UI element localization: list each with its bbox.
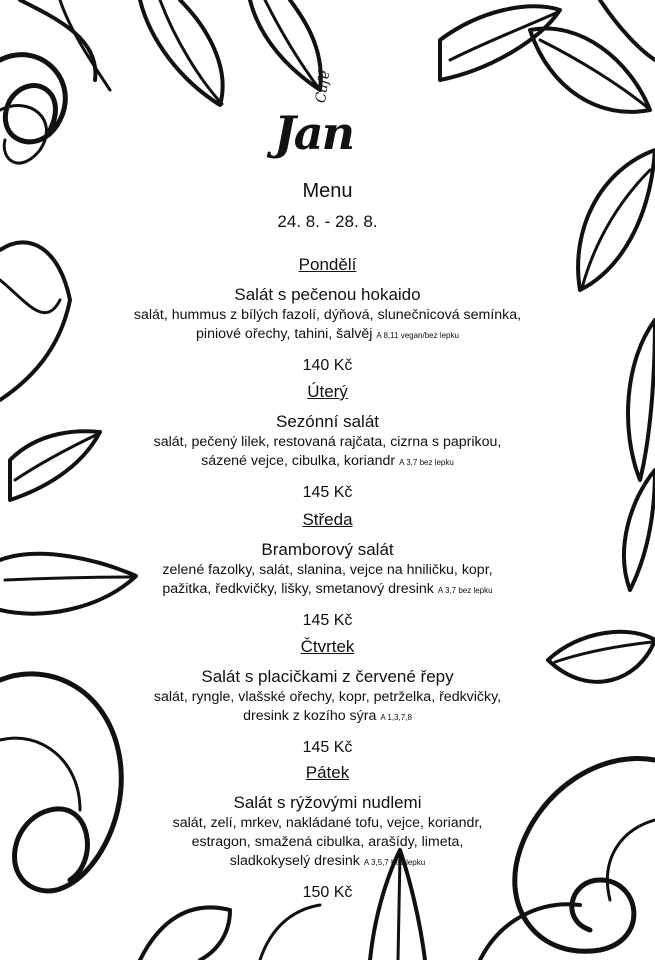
dish-description: salát, pečený lilek, restovaná rajčata, cizrna s paprikou, sázené vejce, cibulka, koriandr A 3,7 bez lepku [153, 434, 502, 469]
day-tuesday [150, 381, 505, 504]
menu-dates: 24. 8. - 28. 8. [277, 212, 378, 231]
logo-prefix: Café [313, 69, 334, 105]
menu-title: Menu [302, 180, 353, 202]
dish-name: Salát s pečenou hokaido [234, 285, 421, 304]
dish-price: 150 Kč [302, 884, 353, 901]
allergen-note: A 3,5,7 bez lepku [363, 858, 426, 867]
allergen-note: A 1,3,7,8 [380, 713, 412, 722]
allergen-note: A 3,7 bez lepku [399, 458, 454, 467]
allergen-note: A 3,7 bez lepku [437, 586, 493, 595]
dish-price: 145 Kč [302, 739, 353, 756]
day-name: Čtvrtek [300, 637, 355, 656]
dish-name: Bramborový salát [261, 540, 394, 559]
day-friday [150, 762, 505, 904]
dish-price: 145 Kč [302, 612, 353, 629]
logo-name: Jan [274, 106, 354, 160]
dish-name: Salát s placičkami z červené řepy [201, 667, 454, 686]
dish-description: salát, hummus z bílých fazolí, dýňová, slunečnicová semínka, piniové ořechy, tahini, šalvěj A 8,11 vegan/bez lepku [133, 307, 522, 342]
cafe-jan-logo [270, 69, 370, 176]
day-name: Úterý [307, 382, 348, 401]
day-name: Středa [302, 510, 353, 529]
dish-price: 145 Kč [302, 484, 353, 501]
dish-description: salát, ryngle, vlašské ořechy, kopr, petrželka, ředkvičky, dresink z kozího sýra A 1,3,7,8 [153, 689, 502, 724]
day-thursday [150, 636, 505, 759]
dish-price: 140 Kč [302, 357, 353, 374]
dish-name: Sezónní salát [275, 412, 379, 431]
dish-name: Salát s rýžovými nudlemi [233, 793, 422, 812]
day-monday [133, 254, 522, 377]
allergen-note: A 8,11 vegan/bez lepku [376, 331, 459, 340]
dish-description: salát, zelí, mrkev, nakládané tofu, vejce, koriandr, estragon, smažená cibulka, arašídy, limeta, sladkokyselý dresink A 3,5,7 bez lepku [172, 815, 483, 869]
dish-description: zelené fazolky, salát, slanina, vejce na hniličku, kopr, pažitka, ředkvičky, lišky, smetanový dresink A 3,7 bez lepku [162, 562, 493, 597]
day-wednesday [150, 509, 505, 632]
day-name: Pondělí [298, 255, 357, 274]
day-name: Pátek [305, 763, 350, 782]
